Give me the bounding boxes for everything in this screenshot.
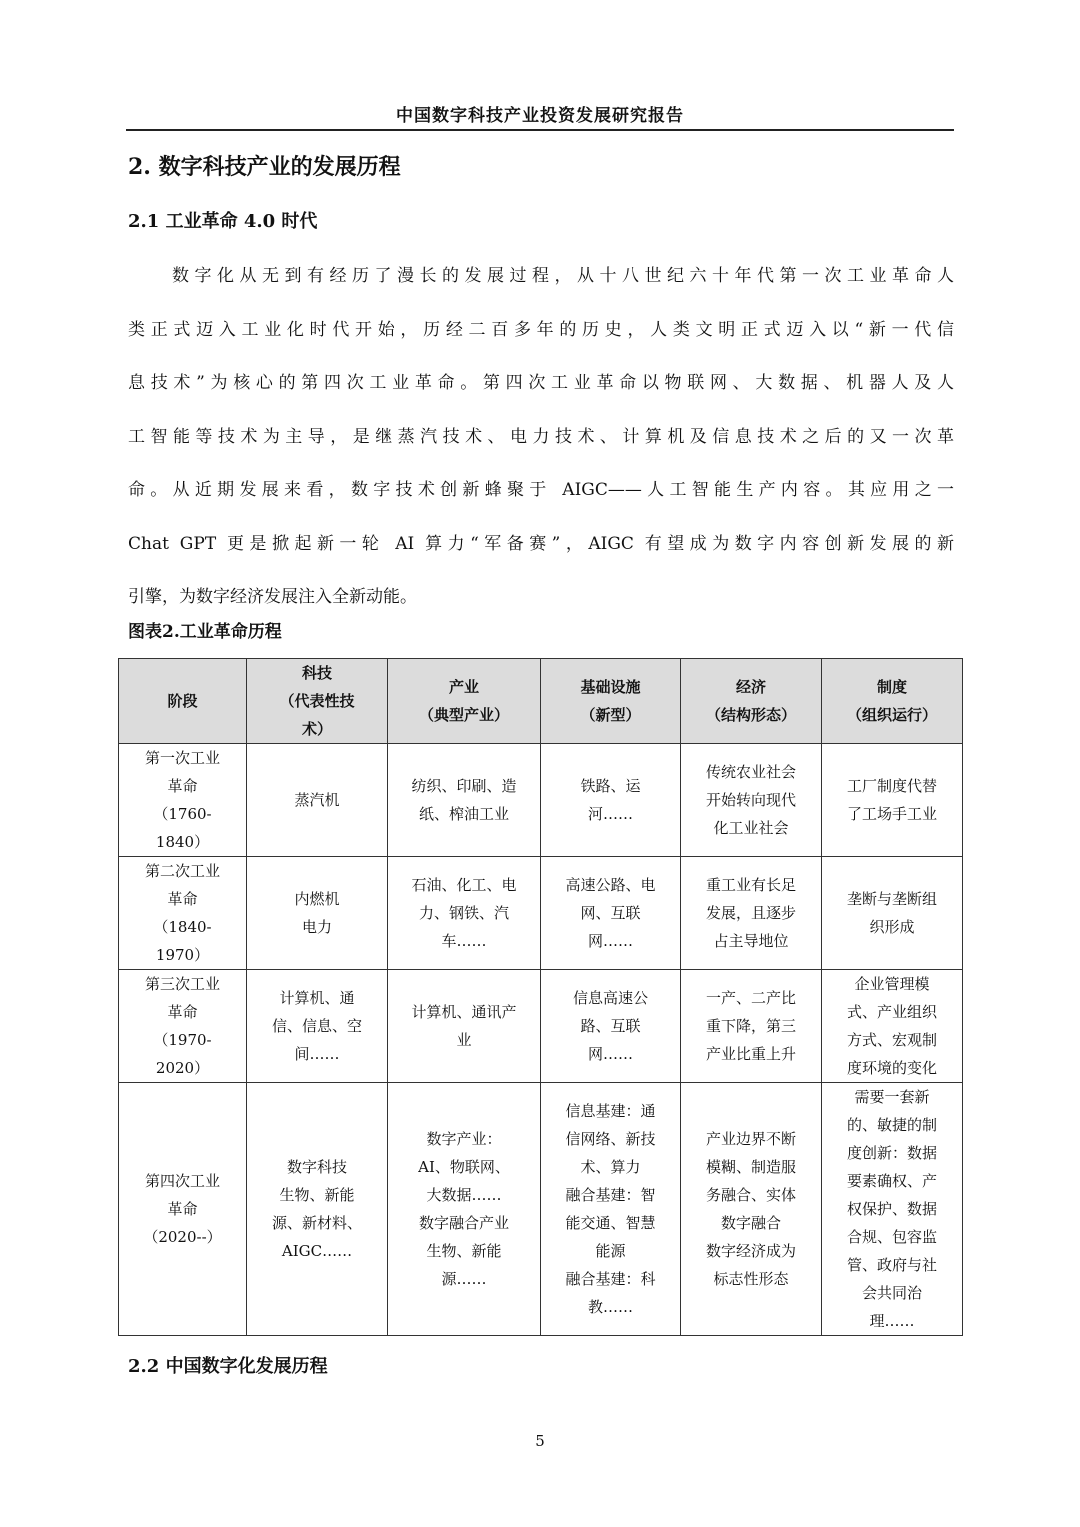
paragraph-line: 类正式迈入工业化时代开始，历经二百多年的历史，人类文明正式迈入以“新一代信 xyxy=(128,319,954,340)
cell-stage: 第一次工业 革命 （1760- 1840） xyxy=(119,744,247,857)
header-institution: 制度 （组织运行） xyxy=(822,659,963,744)
paragraph-line: 数字化从无到有经历了漫长的发展过程，从十八世纪六十年代第一次工业革命人 xyxy=(172,266,954,286)
cell-industry: 石油、化工、电 力、钢铁、汽 车…… xyxy=(388,857,541,970)
table-row xyxy=(119,970,963,1083)
cell-industry: 计算机、通讯产 业 xyxy=(388,970,541,1083)
header-industry: 产业 （典型产业） xyxy=(388,659,541,744)
cell-economy: 传统农业社会 开始转向现代 化工业社会 xyxy=(681,744,822,857)
cell-economy: 产业边界不断 模糊、制造服 务融合、实体 数字融合 数字经济成为 标志性形态 xyxy=(681,1083,822,1336)
cell-infrastructure: 信息高速公 路、互联 网…… xyxy=(541,970,681,1083)
page-number: 5 xyxy=(535,1432,545,1450)
paragraph-line: 工智能等技术为主导，是继蒸汽技术、电力技术、计算机及信息技术之后的又一次革 xyxy=(128,426,954,447)
paragraph-line: 息技术”为核心的第四次工业革命。第四次工业革命以物联网、大数据、机器人及人 xyxy=(128,373,954,393)
table-row xyxy=(119,744,963,857)
cell-technology: 计算机、通 信、信息、空 间…… xyxy=(247,970,388,1083)
header-technology: 科技 （代表性技 术） xyxy=(247,659,388,744)
report-header-title: 中国数字科技产业投资发展研究报告 xyxy=(396,106,684,126)
cell-industry: 数字产业： AI、物联网、 大数据…… 数字融合产业 生物、新能 源…… xyxy=(388,1083,541,1336)
cell-technology: 数字科技 生物、新能 源、新材料、 AIGC…… xyxy=(247,1083,388,1336)
cell-stage: 第二次工业 革命 （1840- 1970） xyxy=(119,857,247,970)
cell-infrastructure: 高速公路、电 网、互联 网…… xyxy=(541,857,681,970)
cell-economy: 一产、二产比 重下降，第三 产业比重上升 xyxy=(681,970,822,1083)
table-header-row xyxy=(119,659,963,744)
cell-technology: 内燃机 电力 xyxy=(247,857,388,970)
industrial-revolution-table xyxy=(118,658,963,1336)
cell-stage: 第四次工业 革命 （2020--） xyxy=(119,1083,247,1336)
cell-economy: 重工业有长足 发展，且逐步 占主导地位 xyxy=(681,857,822,970)
header-economy: 经济 （结构形态） xyxy=(681,659,822,744)
header-divider xyxy=(126,129,954,131)
cell-technology: 蒸汽机 xyxy=(247,744,388,857)
header-infrastructure: 基础设施 （新型） xyxy=(541,659,681,744)
body-paragraph xyxy=(128,250,954,625)
cell-stage: 第三次工业 革命 （1970- 2020） xyxy=(119,970,247,1083)
subsection-title-2-2: 2.2 中国数字化发展历程 xyxy=(128,1356,328,1377)
subsection-title-2-1: 2.1 工业革命 4.0 时代 xyxy=(128,211,318,232)
section-title: 2. 数字科技产业的发展历程 xyxy=(128,154,401,180)
figure-caption: 图表2.工业革命历程 xyxy=(128,622,282,642)
header-stage: 阶段 xyxy=(119,659,247,744)
cell-infrastructure: 信息基建：通 信网络、新技 术、算力 融合基建：智 能交通、智慧 能源 融合基建：科 教…… xyxy=(541,1083,681,1336)
cell-infrastructure: 铁路、运 河…… xyxy=(541,744,681,857)
paragraph-line: Chat GPT 更是掀起新一轮 AI 算力“军备赛”，AIGC 有望成为数字内容创新发展的新 xyxy=(128,533,954,554)
table-row xyxy=(119,857,963,970)
cell-institution: 垄断与垄断组 织形成 xyxy=(822,857,963,970)
cell-institution: 企业管理模 式、产业组织 方式、宏观制 度环境的变化 xyxy=(822,970,963,1083)
cell-institution: 需要一套新 的、敏捷的制 度创新：数据 要素确权、产 权保护、数据 合规、包容监 管、政府与社 会共同治 理…… xyxy=(822,1083,963,1336)
table-row xyxy=(119,1083,963,1336)
cell-industry: 纺织、印刷、造 纸、榨油工业 xyxy=(388,744,541,857)
paragraph-line: 引擎，为数字经济发展注入全新动能。 xyxy=(128,587,417,607)
paragraph-line: 命。从近期发展来看，数字技术创新蜂聚于 AIGC——人工智能生产内容。其应用之一 xyxy=(128,480,954,500)
cell-institution: 工厂制度代替 了工场手工业 xyxy=(822,744,963,857)
